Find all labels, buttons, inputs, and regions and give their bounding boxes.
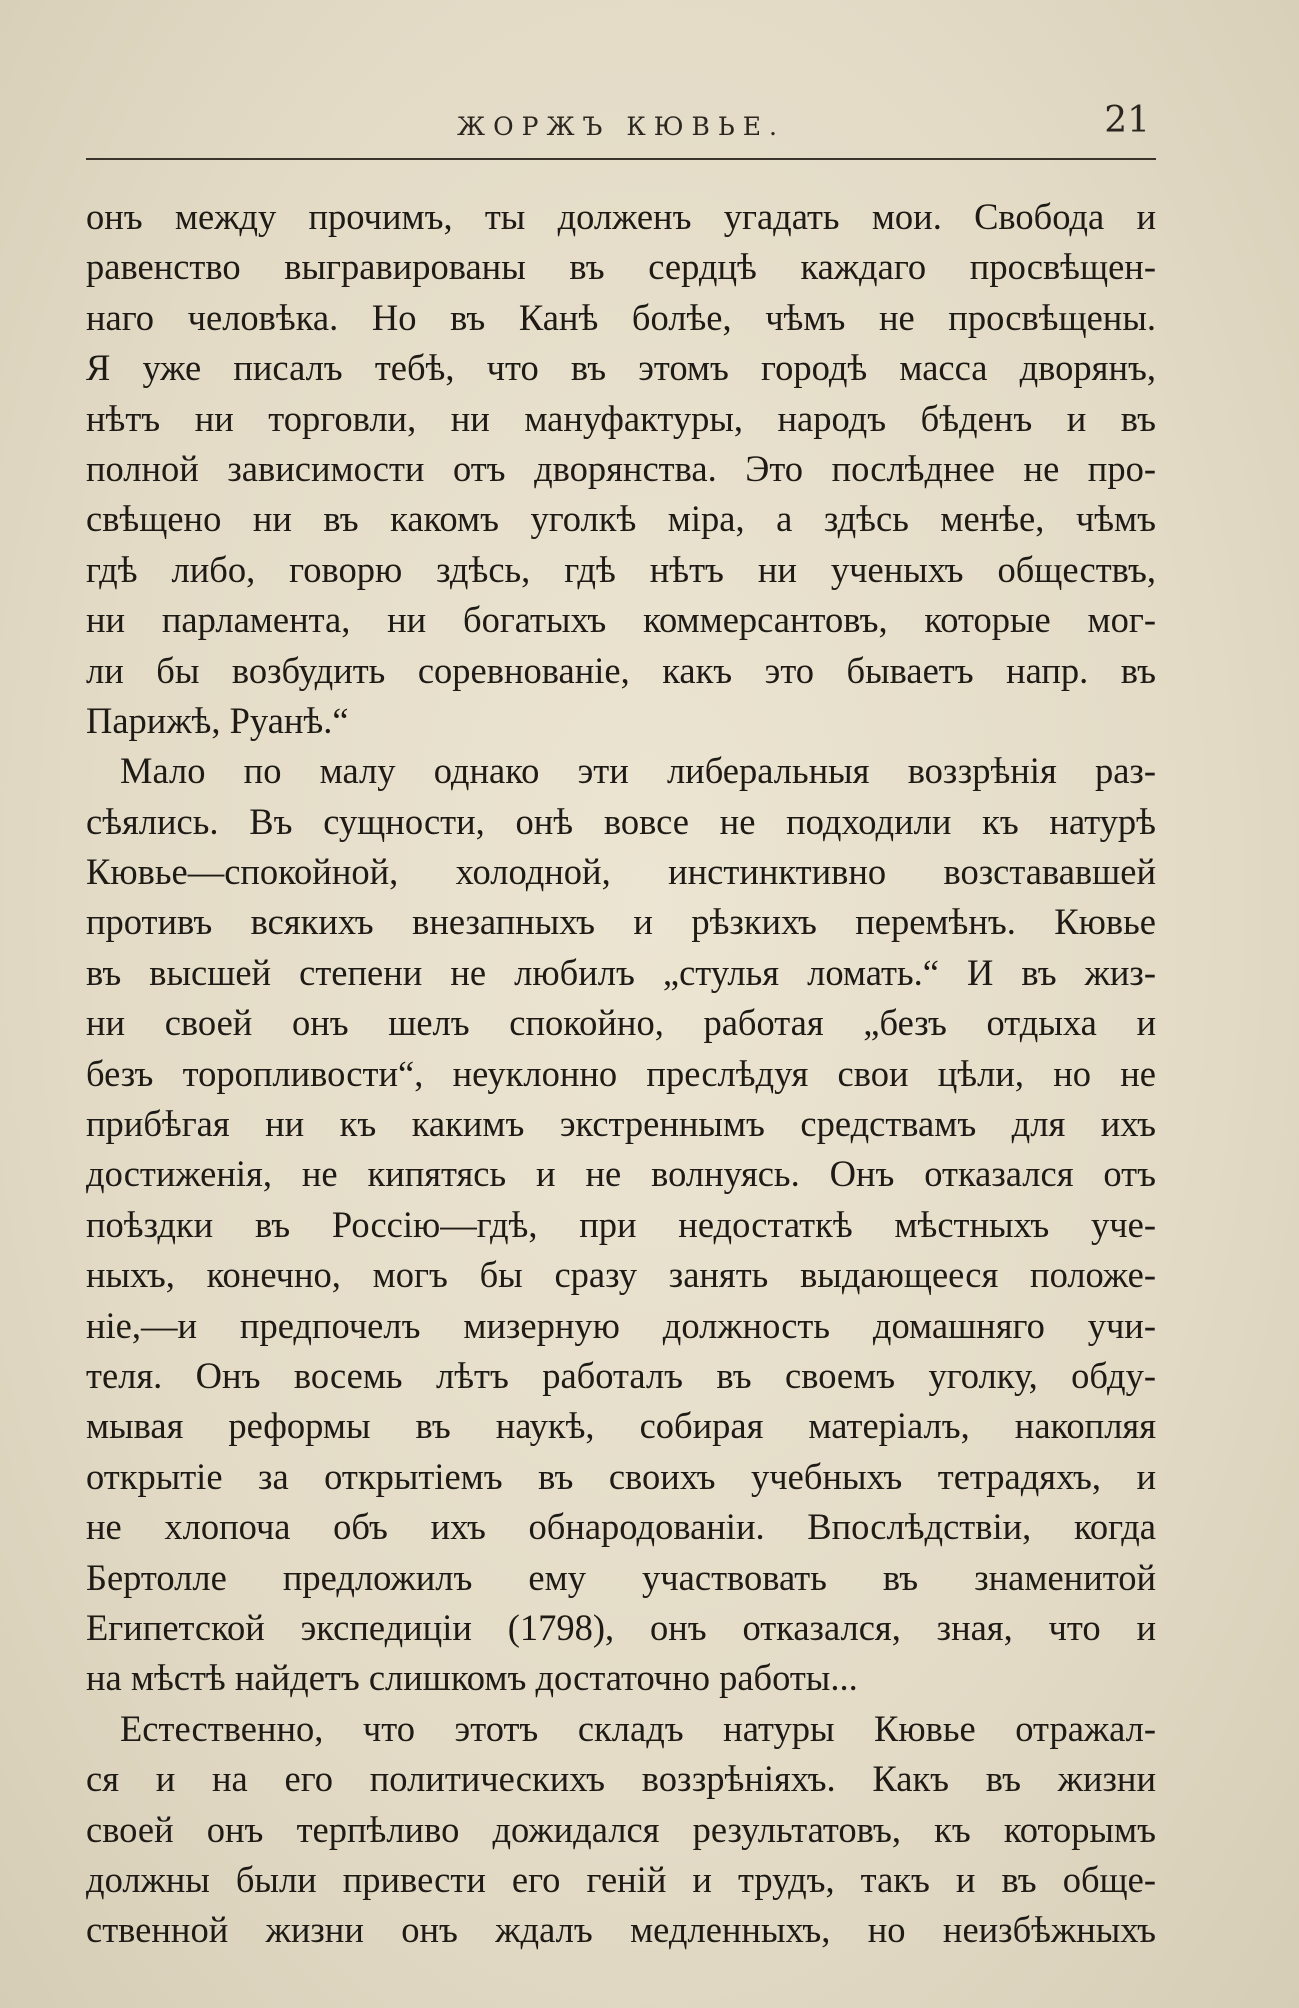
text-line: поѣздки въ Россію—гдѣ, при недостаткѣ мѣстныхъ уче- — [86, 1203, 1156, 1245]
text-line: свѣщено ни въ какомъ уголкѣ міра, а здѣсь менѣе, чѣмъ — [86, 498, 1156, 540]
text-line: онъ между прочимъ, ты долженъ угадать мои. Свобода и — [86, 196, 1156, 237]
paragraph-2 — [86, 746, 1156, 1703]
text-line: на мѣстѣ найдетъ слишкомъ достаточно работы... — [86, 1657, 858, 1699]
text-line: сѣялись. Въ сущности, онѣ вовсе не подходили къ натурѣ — [86, 800, 1156, 842]
text-line: теля. Онъ восемь лѣтъ работалъ въ своемъ уголку, обду- — [86, 1354, 1156, 1396]
text-line: своей онъ терпѣливо дожидался результатовъ, къ которымъ — [86, 1808, 1156, 1850]
text-line: не хлопоча объ ихъ обнародованіи. Впослѣдствіи, когда — [86, 1506, 1156, 1548]
text-line: полной зависимости отъ дворянства. Это послѣднее не про- — [86, 447, 1156, 489]
text-line: мывая реформы въ наукѣ, собирая матеріалъ, накопляя — [86, 1405, 1156, 1447]
text-line: безъ торопливости“, неуклонно преслѣдуя свои цѣли, но не — [86, 1052, 1156, 1094]
text-line: Мало по малу однако эти либеральныя воззрѣнія раз- — [120, 750, 1156, 792]
text-line: Я уже писалъ тебѣ, что въ этомъ городѣ масса дворянъ, — [86, 347, 1156, 389]
text-line: Бертолле предложилъ ему участвовать въ знаменитой — [86, 1556, 1156, 1598]
text-line: Египетской экспедиціи (1798), онъ отказался, зная, что и — [86, 1606, 1156, 1648]
text-line: ныхъ, конечно, могъ бы сразу занять выдающееся положе- — [86, 1254, 1156, 1296]
text-line: въ высшей степени не любилъ „стулья ломать.“ И въ жиз- — [86, 951, 1156, 993]
text-line: ственной жизни онъ ждалъ медленныхъ, но неизбѣжныхъ — [86, 1909, 1156, 1951]
page-header — [86, 100, 1156, 160]
text-line: равенство выгравированы въ сердцѣ каждаго просвѣщен- — [86, 246, 1156, 288]
text-line: наго человѣка. Но въ Канѣ болѣе, чѣмъ не просвѣщены. — [86, 296, 1156, 338]
text-line: нѣтъ ни торговли, ни мануфактуры, народъ бѣденъ и въ — [86, 397, 1156, 439]
text-line: должны были привести его геній и трудъ, такъ и въ обще- — [86, 1858, 1156, 1900]
text-line: ни своей онъ шелъ спокойно, работая „безъ отдыха и — [86, 1002, 1156, 1044]
paragraph-1 — [86, 192, 1156, 746]
body-text — [86, 192, 1156, 1956]
paragraph-3 — [86, 1704, 1156, 1956]
text-line: ніе,—и предпочелъ мизерную должность домашняго учи- — [86, 1304, 1156, 1346]
running-title: ЖОРЖЪ КЮВЬЕ. — [457, 112, 785, 141]
page-number: 21 — [1104, 100, 1150, 141]
text-line: ни парламента, ни богатыхъ коммерсантовъ, которые мог- — [86, 599, 1156, 641]
text-line: гдѣ либо, говорю здѣсь, гдѣ нѣтъ ни ученыхъ обществъ, — [86, 548, 1156, 590]
text-line: Кювье—спокойной, холодной, инстинктивно возстававшей — [86, 851, 1156, 893]
header-rule — [86, 158, 1156, 160]
text-line: открытіе за открытіемъ въ своихъ учебныхъ тетрадяхъ, и — [86, 1455, 1156, 1497]
text-line: Естественно, что этотъ складъ натуры Кювье отражал- — [120, 1707, 1156, 1749]
text-line: прибѣгая ни къ какимъ экстреннымъ средствамъ для ихъ — [86, 1103, 1156, 1145]
text-line: противъ всякихъ внезапныхъ и рѣзкихъ перемѣнъ. Кювье — [86, 901, 1156, 943]
text-line: Парижѣ, Руанѣ.“ — [86, 699, 349, 741]
text-line: достиженія, не кипятясь и не волнуясь. Онъ отказался отъ — [86, 1153, 1156, 1195]
text-line: ли бы возбудить соревнованіе, какъ это бываетъ напр. въ — [86, 649, 1156, 691]
text-line: ся и на его политическихъ воззрѣніяхъ. Какъ въ жизни — [86, 1758, 1156, 1800]
